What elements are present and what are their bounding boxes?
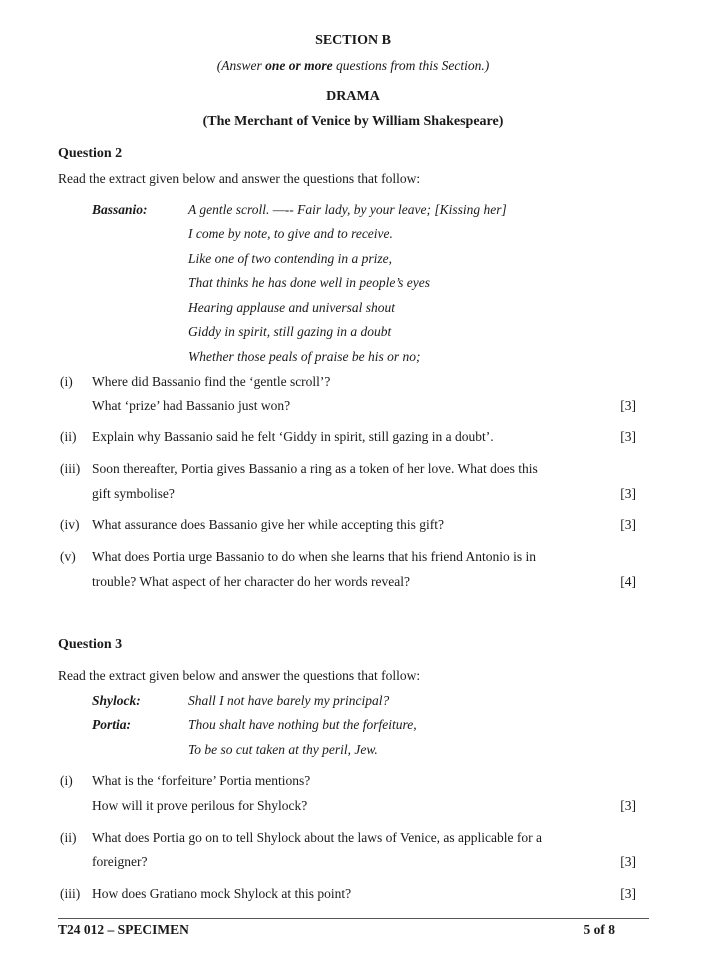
- question-text: Explain why Bassanio said he felt ‘Giddy in spirit, still gazing in a doubt’.: [92, 429, 494, 444]
- marks-label: [3]: [620, 854, 636, 869]
- question-text: gift symbolise?: [92, 486, 175, 501]
- question-3-heading: Question 3: [58, 637, 123, 652]
- extract-line: Thou shalt have nothing but the forfeiture,: [188, 717, 417, 732]
- question-text: What is the ‘forfeiture’ Portia mentions?: [92, 773, 311, 788]
- extract-line: A gentle scroll. —-- Fair lady, by your leave; [Kissing her]: [188, 202, 507, 217]
- question-number: (iii): [60, 461, 81, 476]
- question-text: Soon thereafter, Portia gives Bassanio a ring as a token of her love. What does this: [92, 461, 538, 476]
- question-text: How will it prove perilous for Shylock?: [92, 798, 308, 813]
- extract-line: Whether those peals of praise be his or no;: [188, 349, 421, 364]
- marks-label: [3]: [620, 486, 636, 501]
- section-note: [0, 58, 706, 74]
- play-title: (The Merchant of Venice by William Shakespeare): [202, 114, 504, 129]
- marks-label: [3]: [620, 398, 636, 413]
- question-text: What ‘prize’ had Bassanio just won?: [92, 398, 291, 413]
- question-number: (ii): [60, 830, 77, 845]
- extract-line: That thinks he has done well in people’s eyes: [188, 275, 430, 290]
- question-2-instruction: Read the extract given below and answer the questions that follow:: [58, 171, 421, 186]
- section-note-bold: one or more: [265, 58, 333, 73]
- speaker-shylock: Shylock:: [92, 693, 141, 708]
- question-text: trouble? What aspect of her character do her words reveal?: [92, 574, 410, 589]
- extract-line: Giddy in spirit, still gazing in a doubt: [188, 324, 392, 339]
- question-text: Where did Bassanio find the ‘gentle scroll’?: [92, 374, 331, 389]
- extract-line: I come by note, to give and to receive.: [188, 226, 393, 241]
- question-text: What does Portia go on to tell Shylock about the laws of Venice, as applicable for a: [92, 830, 543, 845]
- question-2-heading: Question 2: [58, 146, 123, 161]
- question-3-instruction: Read the extract given below and answer the questions that follow:: [58, 668, 421, 683]
- question-number: (iii): [60, 886, 81, 901]
- footer-page-number: 5 of 8: [583, 922, 615, 937]
- marks-label: [3]: [620, 517, 636, 532]
- section-note-post: questions from this Section.): [332, 58, 490, 73]
- section-note-pre: (Answer: [216, 58, 266, 73]
- section-title: SECTION B: [315, 33, 391, 48]
- question-number: (v): [60, 549, 76, 564]
- speaker-portia: Portia:: [92, 717, 131, 732]
- marks-label: [4]: [620, 574, 636, 589]
- question-text: How does Gratiano mock Shylock at this point?: [92, 886, 352, 901]
- extract-line: Shall I not have barely my principal?: [188, 693, 390, 708]
- marks-label: [3]: [620, 886, 636, 901]
- footer-divider: [58, 918, 649, 919]
- extract-line: Hearing applause and universal shout: [188, 300, 395, 315]
- question-text: What does Portia urge Bassanio to do when she learns that his friend Antonio is in: [92, 549, 537, 564]
- question-text: What assurance does Bassanio give her while accepting this gift?: [92, 517, 445, 532]
- question-number: (iv): [60, 517, 80, 532]
- subject-title: DRAMA: [326, 89, 380, 104]
- extract-line: To be so cut taken at thy peril, Jew.: [188, 742, 378, 757]
- footer-paper-code: T24 012 – SPECIMEN: [58, 922, 189, 937]
- question-number: (i): [60, 773, 73, 788]
- question-number: (i): [60, 374, 73, 389]
- marks-label: [3]: [620, 798, 636, 813]
- question-text: foreigner?: [92, 854, 148, 869]
- question-number: (ii): [60, 429, 77, 444]
- marks-label: [3]: [620, 429, 636, 444]
- extract-line: Like one of two contending in a prize,: [188, 251, 392, 266]
- speaker-bassanio: Bassanio:: [92, 202, 148, 217]
